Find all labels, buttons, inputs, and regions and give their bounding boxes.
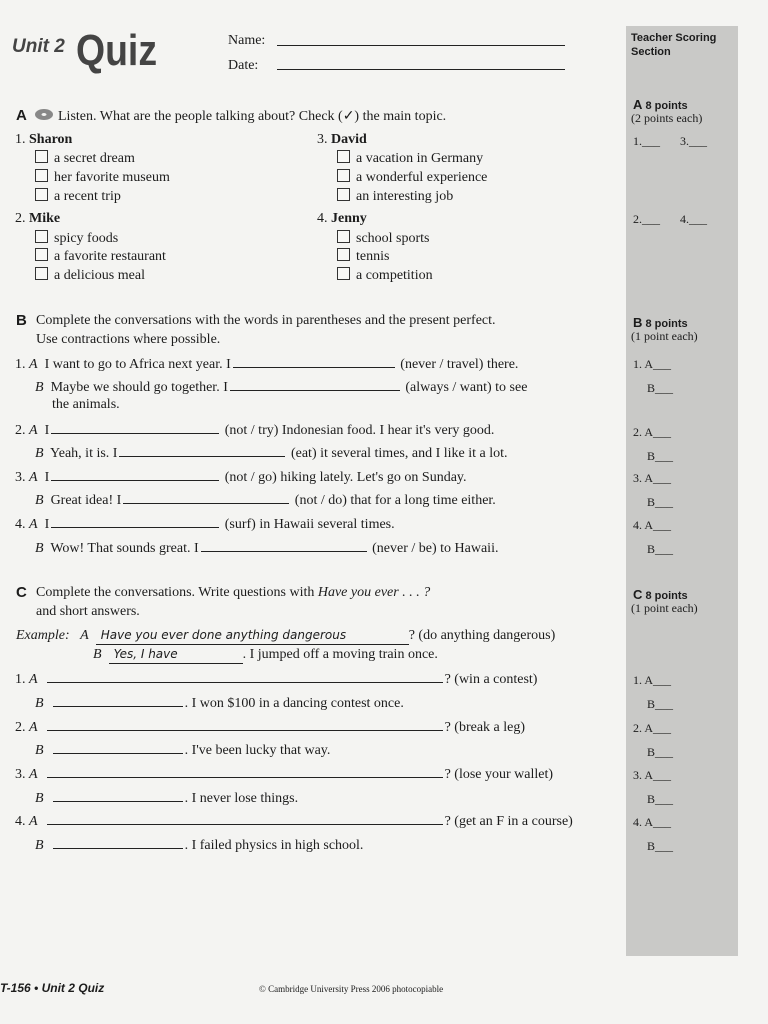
score-b-4b[interactable]: B___ bbox=[647, 542, 674, 556]
date-label: Date: bbox=[228, 58, 259, 73]
score-c-2b[interactable]: B___ bbox=[647, 745, 674, 759]
footer-page-label: T-156 • Unit 2 Quiz bbox=[0, 981, 105, 995]
score-c-3b[interactable]: B___ bbox=[647, 792, 674, 806]
section-b-letter: B bbox=[16, 312, 27, 329]
checkbox[interactable] bbox=[337, 267, 350, 280]
score-b-3a[interactable]: 3. A___ bbox=[633, 471, 672, 485]
date-field[interactable] bbox=[277, 69, 565, 70]
sidebar-a-sub: (2 points each) bbox=[631, 111, 703, 125]
score-b-1b[interactable]: B___ bbox=[647, 381, 674, 395]
b-item-2-b: B Yeah, it is. I (eat) it several times, and I like it a lot. bbox=[35, 446, 508, 461]
c-item-3-a: 3. A ? (lose your wallet) bbox=[15, 767, 554, 782]
c-example-b: B Yes, I have . I jumped off a moving train once. bbox=[93, 647, 438, 662]
score-b-2a[interactable]: 2. A___ bbox=[633, 425, 672, 439]
a-option[interactable]: a secret dream bbox=[35, 150, 135, 167]
a-option[interactable]: a favorite restaurant bbox=[35, 248, 166, 265]
checkbox[interactable] bbox=[35, 188, 48, 201]
example-answer-b: Yes, I have bbox=[113, 647, 178, 661]
score-a-4[interactable]: 4.___ bbox=[680, 212, 707, 226]
answer-blank[interactable] bbox=[51, 468, 219, 481]
answer-blank[interactable] bbox=[233, 355, 395, 368]
audio-cd-icon bbox=[34, 108, 54, 121]
answer-blank[interactable] bbox=[53, 789, 183, 802]
section-c-instruction-2: and short answers. bbox=[36, 604, 140, 619]
b-item-3-a: 3. A I (not / go) hiking lately. Let's go on Sunday. bbox=[15, 470, 467, 485]
section-a-letter: A bbox=[16, 107, 27, 124]
b-item-1-a: 1. A I want to go to Africa next year. I (never / travel) there. bbox=[15, 357, 519, 372]
score-b-2b[interactable]: B___ bbox=[647, 449, 674, 463]
c-item-4-b: B . I failed physics in high school. bbox=[35, 838, 364, 853]
c-example-a: Example: A Have you ever done anything dangerous ? (do anything dangerous) bbox=[16, 628, 556, 643]
footer-copyright: © Cambridge University Press 2006 photocopiable bbox=[259, 984, 444, 994]
a-option[interactable]: her favorite museum bbox=[35, 169, 170, 186]
answer-blank[interactable] bbox=[47, 812, 443, 825]
name-label: Name: bbox=[228, 33, 266, 48]
a-option[interactable]: a recent trip bbox=[35, 188, 121, 205]
score-a-2[interactable]: 2.___ bbox=[633, 212, 660, 226]
answer-blank[interactable] bbox=[53, 836, 183, 849]
c-item-3-b: B . I never lose things. bbox=[35, 791, 299, 806]
sidebar-b-sub: (1 point each) bbox=[631, 329, 698, 343]
a-option[interactable]: a delicious meal bbox=[35, 267, 145, 284]
checkbox[interactable] bbox=[35, 267, 48, 280]
a-option[interactable]: a competition bbox=[337, 267, 433, 284]
c-item-4-a: 4. A ? (get an F in a course) bbox=[15, 814, 573, 829]
a-option[interactable]: a vacation in Germany bbox=[337, 150, 483, 167]
a-group-4-heading: 4. Jenny bbox=[317, 211, 367, 226]
a-option[interactable]: an interesting job bbox=[337, 188, 453, 205]
score-c-4a[interactable]: 4. A___ bbox=[633, 815, 672, 829]
a-option[interactable]: spicy foods bbox=[35, 230, 118, 247]
a-group-2-heading: 2. Mike bbox=[15, 211, 61, 226]
answer-blank[interactable] bbox=[47, 670, 443, 683]
answer-blank[interactable] bbox=[51, 515, 219, 528]
checkbox[interactable] bbox=[337, 188, 350, 201]
checkbox[interactable] bbox=[35, 150, 48, 163]
c-item-2-b: B . I've been lucky that way. bbox=[35, 743, 331, 758]
score-c-4b[interactable]: B___ bbox=[647, 839, 674, 853]
section-c-instruction-1: Complete the conversations. Write questions with Have you ever . . . ? bbox=[36, 585, 431, 600]
a-group-1-heading: 1. Sharon bbox=[15, 132, 73, 147]
name-field[interactable] bbox=[277, 45, 565, 46]
c-item-1-a: 1. A ? (win a contest) bbox=[15, 672, 538, 687]
score-b-3b[interactable]: B___ bbox=[647, 495, 674, 509]
c-item-2-a: 2. A ? (break a leg) bbox=[15, 720, 526, 735]
b-item-1-b-cont: the animals. bbox=[52, 397, 120, 412]
score-a-3[interactable]: 3.___ bbox=[680, 134, 707, 148]
answer-blank[interactable] bbox=[119, 444, 285, 457]
score-c-1a[interactable]: 1. A___ bbox=[633, 673, 672, 687]
checkbox[interactable] bbox=[337, 150, 350, 163]
unit-label: Unit 2 bbox=[12, 36, 65, 57]
sidebar-title: Teacher Scoring Section bbox=[631, 32, 717, 58]
a-option[interactable]: tennis bbox=[337, 248, 389, 265]
answer-blank[interactable] bbox=[201, 539, 367, 552]
quiz-title: Quiz bbox=[76, 26, 158, 75]
checkbox[interactable] bbox=[337, 169, 350, 182]
sidebar-c-sub: (1 point each) bbox=[631, 601, 698, 615]
b-item-4-a: 4. A I (surf) in Hawaii several times. bbox=[15, 517, 395, 532]
score-c-1b[interactable]: B___ bbox=[647, 697, 674, 711]
checkbox[interactable] bbox=[35, 248, 48, 261]
score-b-1a[interactable]: 1. A___ bbox=[633, 357, 672, 371]
answer-blank[interactable] bbox=[230, 378, 400, 391]
answer-blank[interactable] bbox=[123, 491, 289, 504]
a-option[interactable]: school sports bbox=[337, 230, 430, 247]
answer-blank[interactable] bbox=[53, 741, 183, 754]
checkbox[interactable] bbox=[337, 230, 350, 243]
answer-blank[interactable] bbox=[47, 718, 443, 731]
sidebar-a-header: A 8 points bbox=[633, 97, 688, 112]
sidebar-b-header: B 8 points bbox=[633, 315, 688, 330]
answer-blank[interactable] bbox=[53, 694, 183, 707]
score-b-4a[interactable]: 4. A___ bbox=[633, 518, 672, 532]
section-a-instruction: Listen. What are the people talking about? Check (✓) the main topic. bbox=[58, 109, 447, 124]
section-b-instruction-1: Complete the conversations with the words in parentheses and the present perfect. bbox=[36, 313, 496, 328]
c-item-1-b: B . I won $100 in a dancing contest once. bbox=[35, 696, 404, 711]
answer-blank[interactable] bbox=[47, 765, 443, 778]
b-item-4-b: B Wow! That sounds great. I (never / be) to Hawaii. bbox=[35, 541, 499, 556]
section-b-instruction-2: Use contractions where possible. bbox=[36, 332, 221, 347]
a-option[interactable]: a wonderful experience bbox=[337, 169, 487, 186]
b-item-3-b: B Great idea! I (not / do) that for a long time either. bbox=[35, 493, 496, 508]
score-c-3a[interactable]: 3. A___ bbox=[633, 768, 672, 782]
checkbox[interactable] bbox=[337, 248, 350, 261]
checkbox[interactable] bbox=[35, 169, 48, 182]
score-a-1[interactable]: 1.___ bbox=[633, 134, 660, 148]
sidebar-c-header: C 8 points bbox=[633, 587, 688, 602]
answer-blank[interactable] bbox=[51, 421, 219, 434]
checkbox[interactable] bbox=[35, 230, 48, 243]
section-c-letter: C bbox=[16, 584, 27, 601]
score-c-2a[interactable]: 2. A___ bbox=[633, 721, 672, 735]
b-item-2-a: 2. A I (not / try) Indonesian food. I hear it's very good. bbox=[15, 423, 495, 438]
a-group-3-heading: 3. David bbox=[317, 132, 367, 147]
b-item-1-b: B Maybe we should go together. I (always / want) to see bbox=[35, 380, 528, 395]
example-answer-a: Have you ever done anything dangerous bbox=[100, 628, 347, 642]
